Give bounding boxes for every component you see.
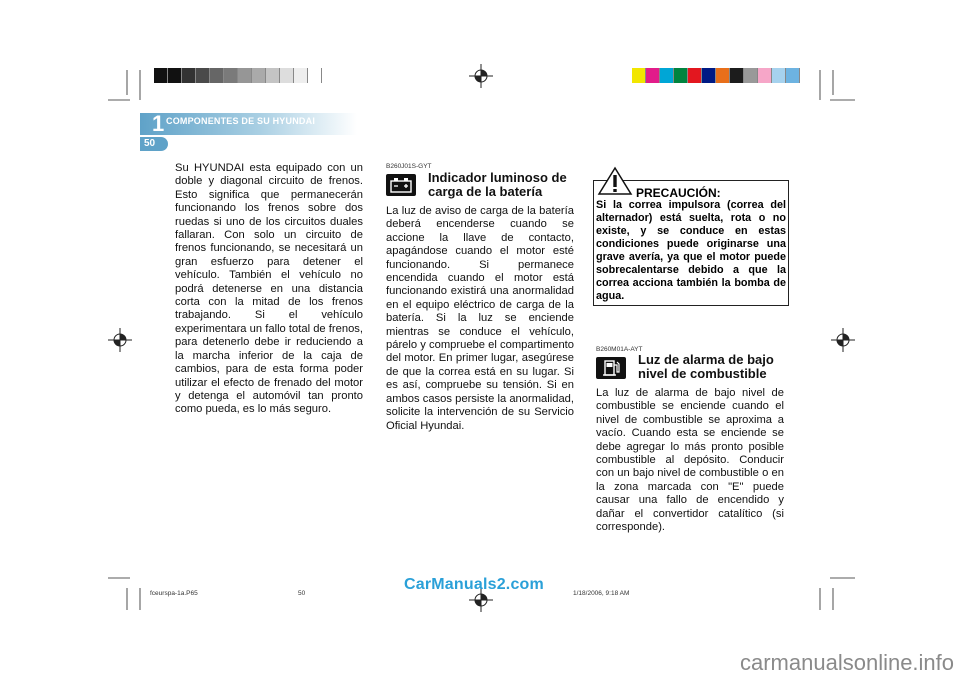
footer-date: 1/18/2006, 9:18 AM xyxy=(573,590,630,597)
section-code: B260J01S-GYT xyxy=(386,163,432,170)
exclamation-icon xyxy=(597,166,633,196)
warning-text: Si la correa impulsora (correa del alternador) está suelta, rota o no existe, y se conduce en estas condiciones puede originarse una grave avería, ya que el motor puede sobrecalentarse debido a que la correa acciona también la bomba de agua. xyxy=(596,199,786,302)
chapter-number: 1 xyxy=(152,111,165,136)
fuel-heading-line2: nivel de combustible xyxy=(638,366,767,381)
brake-circuit-text: Su HYUNDAI esta equipado con un doble y diagonal circuito de frenos. Esto significa que permanecerán funcionando los frenos sobre dos ruedas si uno de los circuitos duales fallaran. Con solo un circuito de frenos funcionando, se necesitará un gran esfuerzo para detener el vehículo. También el vehículo no podrá detenerse en una distancia corta con la mitad de los frenos trabajando. Si el vehículo experimentara un fallo total de frenos, para detenerlo debe ir reduciendo a la marcha inferior de la caja de cambios, para de esta forma poder utilizar el efecto de frenado del motor y detenga el automóvil tan pronto como pueda, es lo más seguro. xyxy=(175,162,363,416)
fuel-heading-line1: Luz de alarma de bajo xyxy=(638,352,774,367)
footer-page: 50 xyxy=(298,590,306,597)
section-code: B260M01A-AYT xyxy=(596,346,643,353)
watermark[interactable]: CarManuals2.com xyxy=(404,576,544,593)
battery-heading-line1: Indicador luminoso de xyxy=(428,170,567,185)
battery-text: La luz de aviso de carga de la batería deberá encenderse cuando se accione la llave de contacto, apagándose cuando el motor esté funcionando. Si permanece encendida cuando el motor está funcionando existirá una anormalidad en el equipo eléctrico de carga de la batería. Si la luz se enciende mientras se conduce el vehículo, párelo y compruebe el compartimento del motor. En primer lugar, asegúrese de que la correa está en su lugar. Si es así, compruebe su tensión. Si en ambos casos persiste la anormalidad, solicite la intervención de su Servicio Oficial Hyundai. xyxy=(386,205,574,432)
registration-target-icon xyxy=(469,64,493,88)
warning-title: PRECAUCIÓN: xyxy=(636,186,721,200)
fuel-text: La luz de alarma de bajo nivel de combustible se enciende cuando el nivel de combustible se aproxima a vacío. Cuando esta se enciende se debe agregar lo más pronto posible combustible al depósito. Conducir con un bajo nivel de combustible o en la zona marcada con "E" puede causar una fallo de encendido y dañar el convertidor catalítico (si corresponde). xyxy=(596,387,784,534)
registration-target-icon xyxy=(831,328,855,352)
footer-file: fceurspa-1a.P65 xyxy=(150,590,198,597)
bottom-watermark[interactable]: carmanualsonline.info xyxy=(740,650,955,675)
page-number: 50 xyxy=(140,137,168,151)
fuel-pump-icon xyxy=(596,357,626,379)
battery-heading-line2: carga de la batería xyxy=(428,184,543,199)
battery-icon xyxy=(386,174,416,196)
chapter-title: COMPONENTES DE SU HYUNDAI xyxy=(166,116,316,126)
registration-target-icon xyxy=(108,328,132,352)
